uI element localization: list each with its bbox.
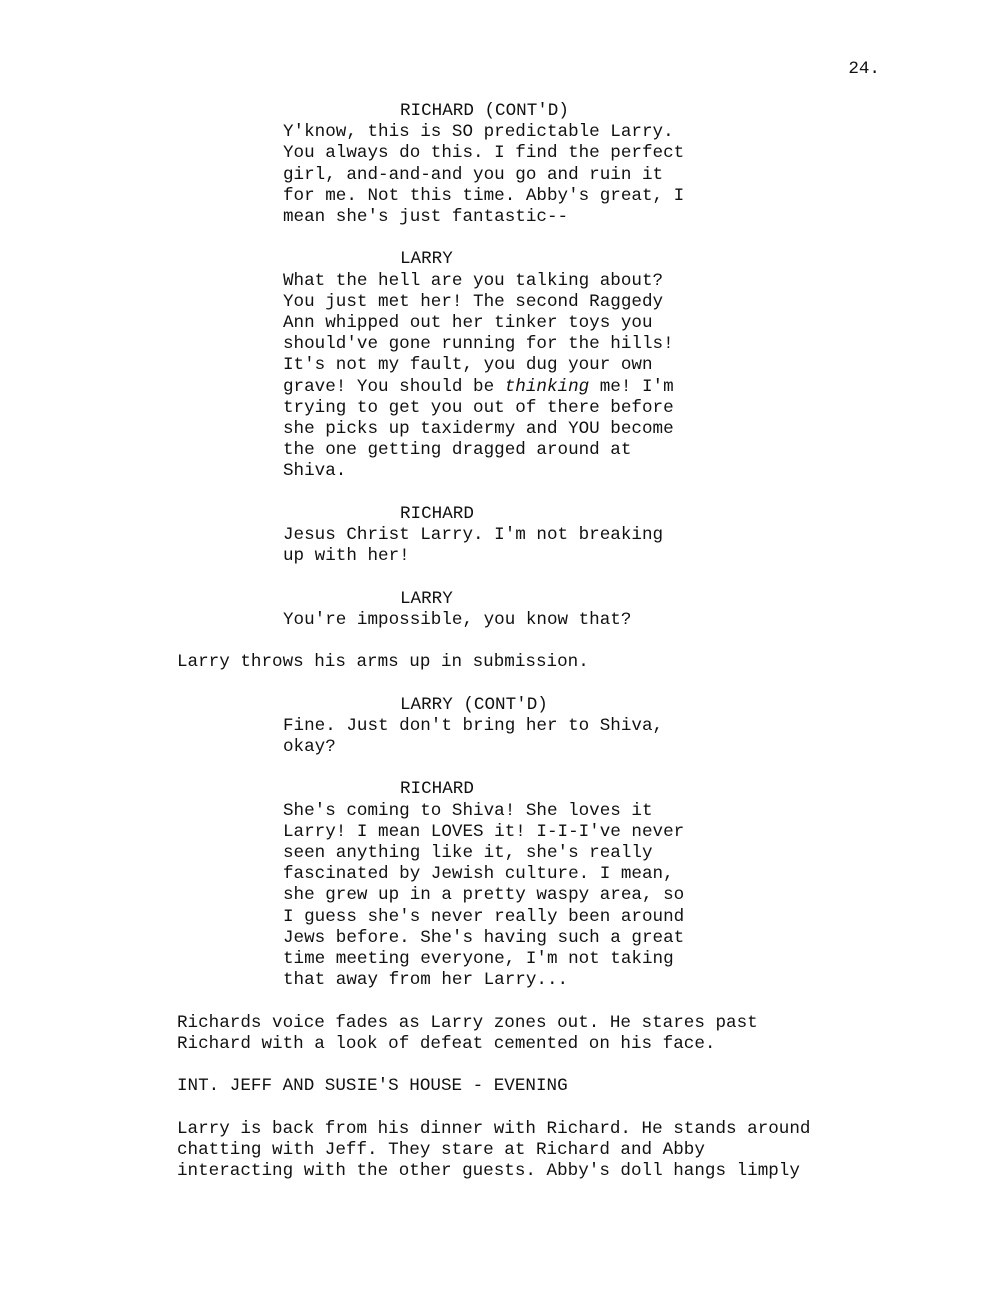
- dialogue-block-richard: [177, 504, 897, 568]
- dialogue-line: okay?: [283, 737, 336, 758]
- character-cue: RICHARD: [400, 503, 474, 524]
- dialogue-block-larry: [177, 249, 897, 482]
- dialogue-line: Fine. Just don't bring her to Shiva,: [283, 715, 664, 736]
- action-line: Richards voice fades as Larry zones out. He stares past: [177, 1012, 758, 1033]
- action-line: chatting with Jeff. They stare at Richard and Abby: [177, 1139, 705, 1160]
- dialogue-line: mean she's just fantastic--: [283, 207, 569, 228]
- page-number: 24.: [848, 59, 880, 79]
- dialogue-line: the one getting dragged around at: [283, 440, 632, 461]
- dialogue-text: [283, 801, 743, 992]
- dialogue-line: You always do this. I find the perfect: [283, 143, 685, 164]
- action-line: interacting with the other guests. Abby's doll hangs limply: [177, 1161, 800, 1182]
- dialogue-line: You just met her! The second Raggedy: [283, 291, 664, 312]
- character-cue: LARRY: [400, 249, 453, 270]
- dialogue-line: fascinated by Jewish culture. I mean,: [283, 864, 674, 885]
- dialogue-line: trying to get you out of there before: [283, 397, 674, 418]
- dialogue-line: she grew up in a pretty waspy area, so: [283, 885, 685, 906]
- dialogue-line-emphasis: [283, 377, 743, 398]
- dialogue-line: girl, and-and-and you go and ruin it: [283, 164, 664, 185]
- scene-heading: [177, 1076, 897, 1097]
- dialogue-line: What the hell are you talking about?: [283, 270, 664, 291]
- screenplay-body: [177, 101, 897, 1203]
- dialogue-line: I guess she's never really been around: [283, 906, 685, 927]
- dialogue-line: You're impossible, you know that?: [283, 609, 632, 630]
- dialogue-text: [283, 525, 743, 567]
- dialogue-line: Y'know, this is SO predictable Larry.: [283, 122, 674, 143]
- dialogue-block-richard-contd: [177, 101, 897, 228]
- dialogue-text: [283, 122, 743, 228]
- dialogue-line: that away from her Larry...: [283, 970, 569, 991]
- dialogue-text: [283, 271, 743, 483]
- dialogue-line: Jesus Christ Larry. I'm not breaking: [283, 525, 664, 546]
- dialogue-fragment: grave! You should be: [283, 376, 505, 397]
- dialogue-line: time meeting everyone, I'm not taking: [283, 949, 674, 970]
- dialogue-line: She's coming to Shiva! She loves it: [283, 800, 653, 821]
- dialogue-block-richard-3: [177, 779, 897, 991]
- action-block: [177, 1119, 897, 1183]
- action-line: Richard with a look of defeat cemented on his face.: [177, 1033, 716, 1054]
- dialogue-line: Jews before. She's having such a great: [283, 927, 685, 948]
- dialogue-line: Larry! I mean LOVES it! I-I-I've never: [283, 821, 685, 842]
- character-cue: RICHARD: [400, 779, 474, 800]
- dialogue-text: [283, 610, 743, 631]
- dialogue-fragment: me! I'm: [589, 376, 674, 397]
- action-block: [177, 652, 897, 673]
- action-line: Larry is back from his dinner with Richard. He stands around: [177, 1118, 811, 1139]
- dialogue-text: [283, 716, 743, 758]
- dialogue-line: Shiva.: [283, 461, 347, 482]
- character-cue: LARRY (CONT'D): [400, 694, 548, 715]
- dialogue-line: up with her!: [283, 546, 410, 567]
- dialogue-line: should've gone running for the hills!: [283, 334, 674, 355]
- dialogue-line: she picks up taxidermy and YOU become: [283, 419, 674, 440]
- scene-heading-text: INT. JEFF AND SUSIE'S HOUSE - EVENING: [177, 1076, 568, 1097]
- emphasized-word: thinking: [504, 376, 590, 397]
- character-cue: RICHARD (CONT'D): [400, 101, 569, 121]
- dialogue-line: for me. Not this time. Abby's great, I: [283, 185, 685, 206]
- dialogue-block-larry-contd: [177, 695, 897, 759]
- dialogue-line: Ann whipped out her tinker toys you: [283, 313, 653, 334]
- action-line: Larry throws his arms up in submission.: [177, 652, 589, 673]
- dialogue-block-larry-2: [177, 589, 897, 631]
- dialogue-line: seen anything like it, she's really: [283, 843, 653, 864]
- character-cue: LARRY: [400, 588, 453, 609]
- action-block: [177, 1013, 897, 1055]
- dialogue-line: It's not my fault, you dug your own: [283, 355, 653, 376]
